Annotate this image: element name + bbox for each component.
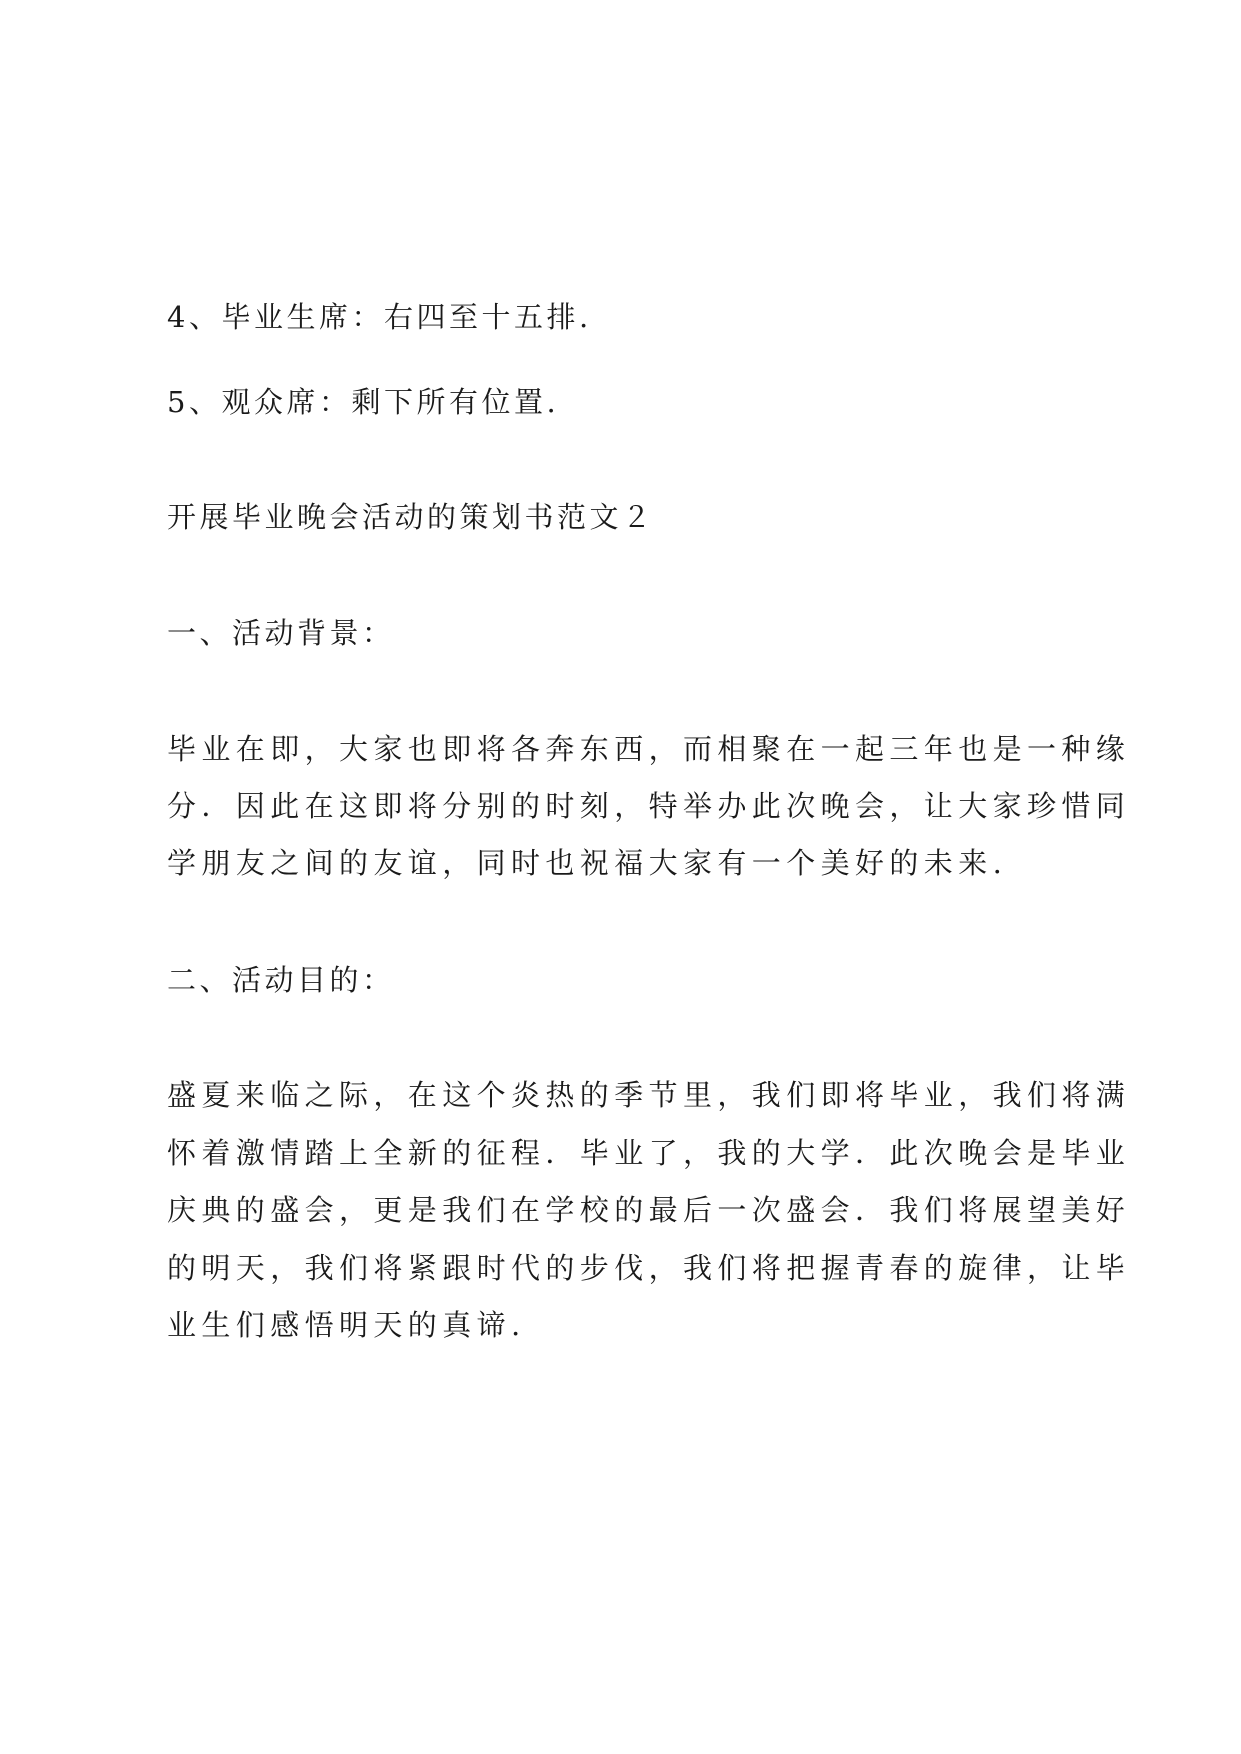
background-paragraph-line: 毕业在即，大家也即将各奔东西，而相聚在一起三年也是一种缘 (167, 732, 1131, 766)
purpose-paragraph-line: 庆典的盛会，更是我们在学校的最后一次盛会．我们将展望美好 (167, 1193, 1131, 1227)
background-paragraph-line: 分．因此在这即将分别的时刻，特举办此次晚会，让大家珍惜同 (167, 789, 1131, 823)
section-title: 开展毕业晚会活动的策划书范文２ (167, 500, 655, 534)
background-paragraph-line: 学朋友之间的友谊，同时也祝福大家有一个美好的未来. (167, 846, 1008, 880)
purpose-paragraph-line: 怀着激情踏上全新的征程．毕业了，我的大学．此次晚会是毕业 (167, 1136, 1131, 1170)
heading-background: 一、活动背景： (167, 616, 395, 650)
list-item-graduate-seats: 4、毕业生席：右四至十五排. (167, 300, 592, 334)
purpose-paragraph-line: 的明天，我们将紧跟时代的步伐，我们将把握青春的旋律，让毕 (167, 1251, 1131, 1285)
purpose-paragraph-line: 业生们感悟明天的真谛. (167, 1308, 526, 1342)
list-item-audience-seats: 5、观众席：剩下所有位置. (167, 385, 560, 419)
purpose-paragraph-line: 盛夏来临之际，在这个炎热的季节里，我们即将毕业，我们将满 (167, 1078, 1131, 1112)
heading-purpose: 二、活动目的： (167, 963, 395, 997)
